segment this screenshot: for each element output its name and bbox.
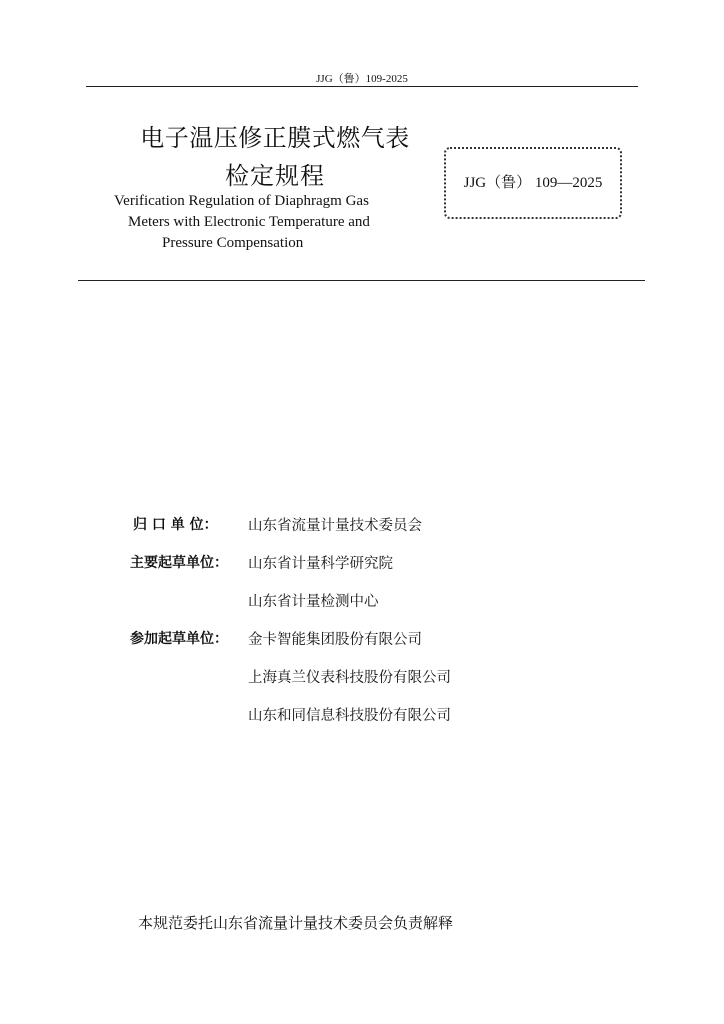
title-chinese-line1: 电子温压修正膜式燃气表 bbox=[140, 124, 410, 152]
header-standard-code: JJG（鲁）109-2025 bbox=[316, 73, 408, 85]
title-english-line3: Pressure Compensation bbox=[162, 235, 304, 251]
responsible-unit-value: 山东省流量计量技术委员会 bbox=[248, 518, 422, 534]
header-divider bbox=[86, 86, 638, 87]
participating-unit-1: 金卡智能集团股份有限公司 bbox=[248, 632, 422, 648]
participating-unit-3: 山东和同信息科技股份有限公司 bbox=[248, 708, 451, 724]
standard-code-box-text: JJG（鲁） 109—2025 bbox=[463, 175, 603, 191]
participating-unit-label: 参加起草单位： bbox=[130, 631, 228, 647]
main-drafting-unit-label: 主要起草单位： bbox=[130, 555, 228, 571]
title-english-line2: Meters with Electronic Temperature and bbox=[128, 214, 370, 230]
main-drafting-unit-2: 山东省计量检测中心 bbox=[248, 594, 379, 610]
main-drafting-unit-1: 山东省计量科学研究院 bbox=[248, 556, 393, 572]
participating-unit-2: 上海真兰仪表科技股份有限公司 bbox=[248, 670, 451, 686]
title-divider bbox=[78, 280, 645, 281]
responsible-unit-label: 归 口 单 位： bbox=[133, 517, 218, 533]
title-chinese-line2: 检定规程 bbox=[225, 162, 325, 190]
title-english-line1: Verification Regulation of Diaphragm Gas bbox=[114, 193, 369, 209]
interpretation-note: 本规范委托山东省流量计量技术委员会负责解释 bbox=[138, 914, 454, 932]
